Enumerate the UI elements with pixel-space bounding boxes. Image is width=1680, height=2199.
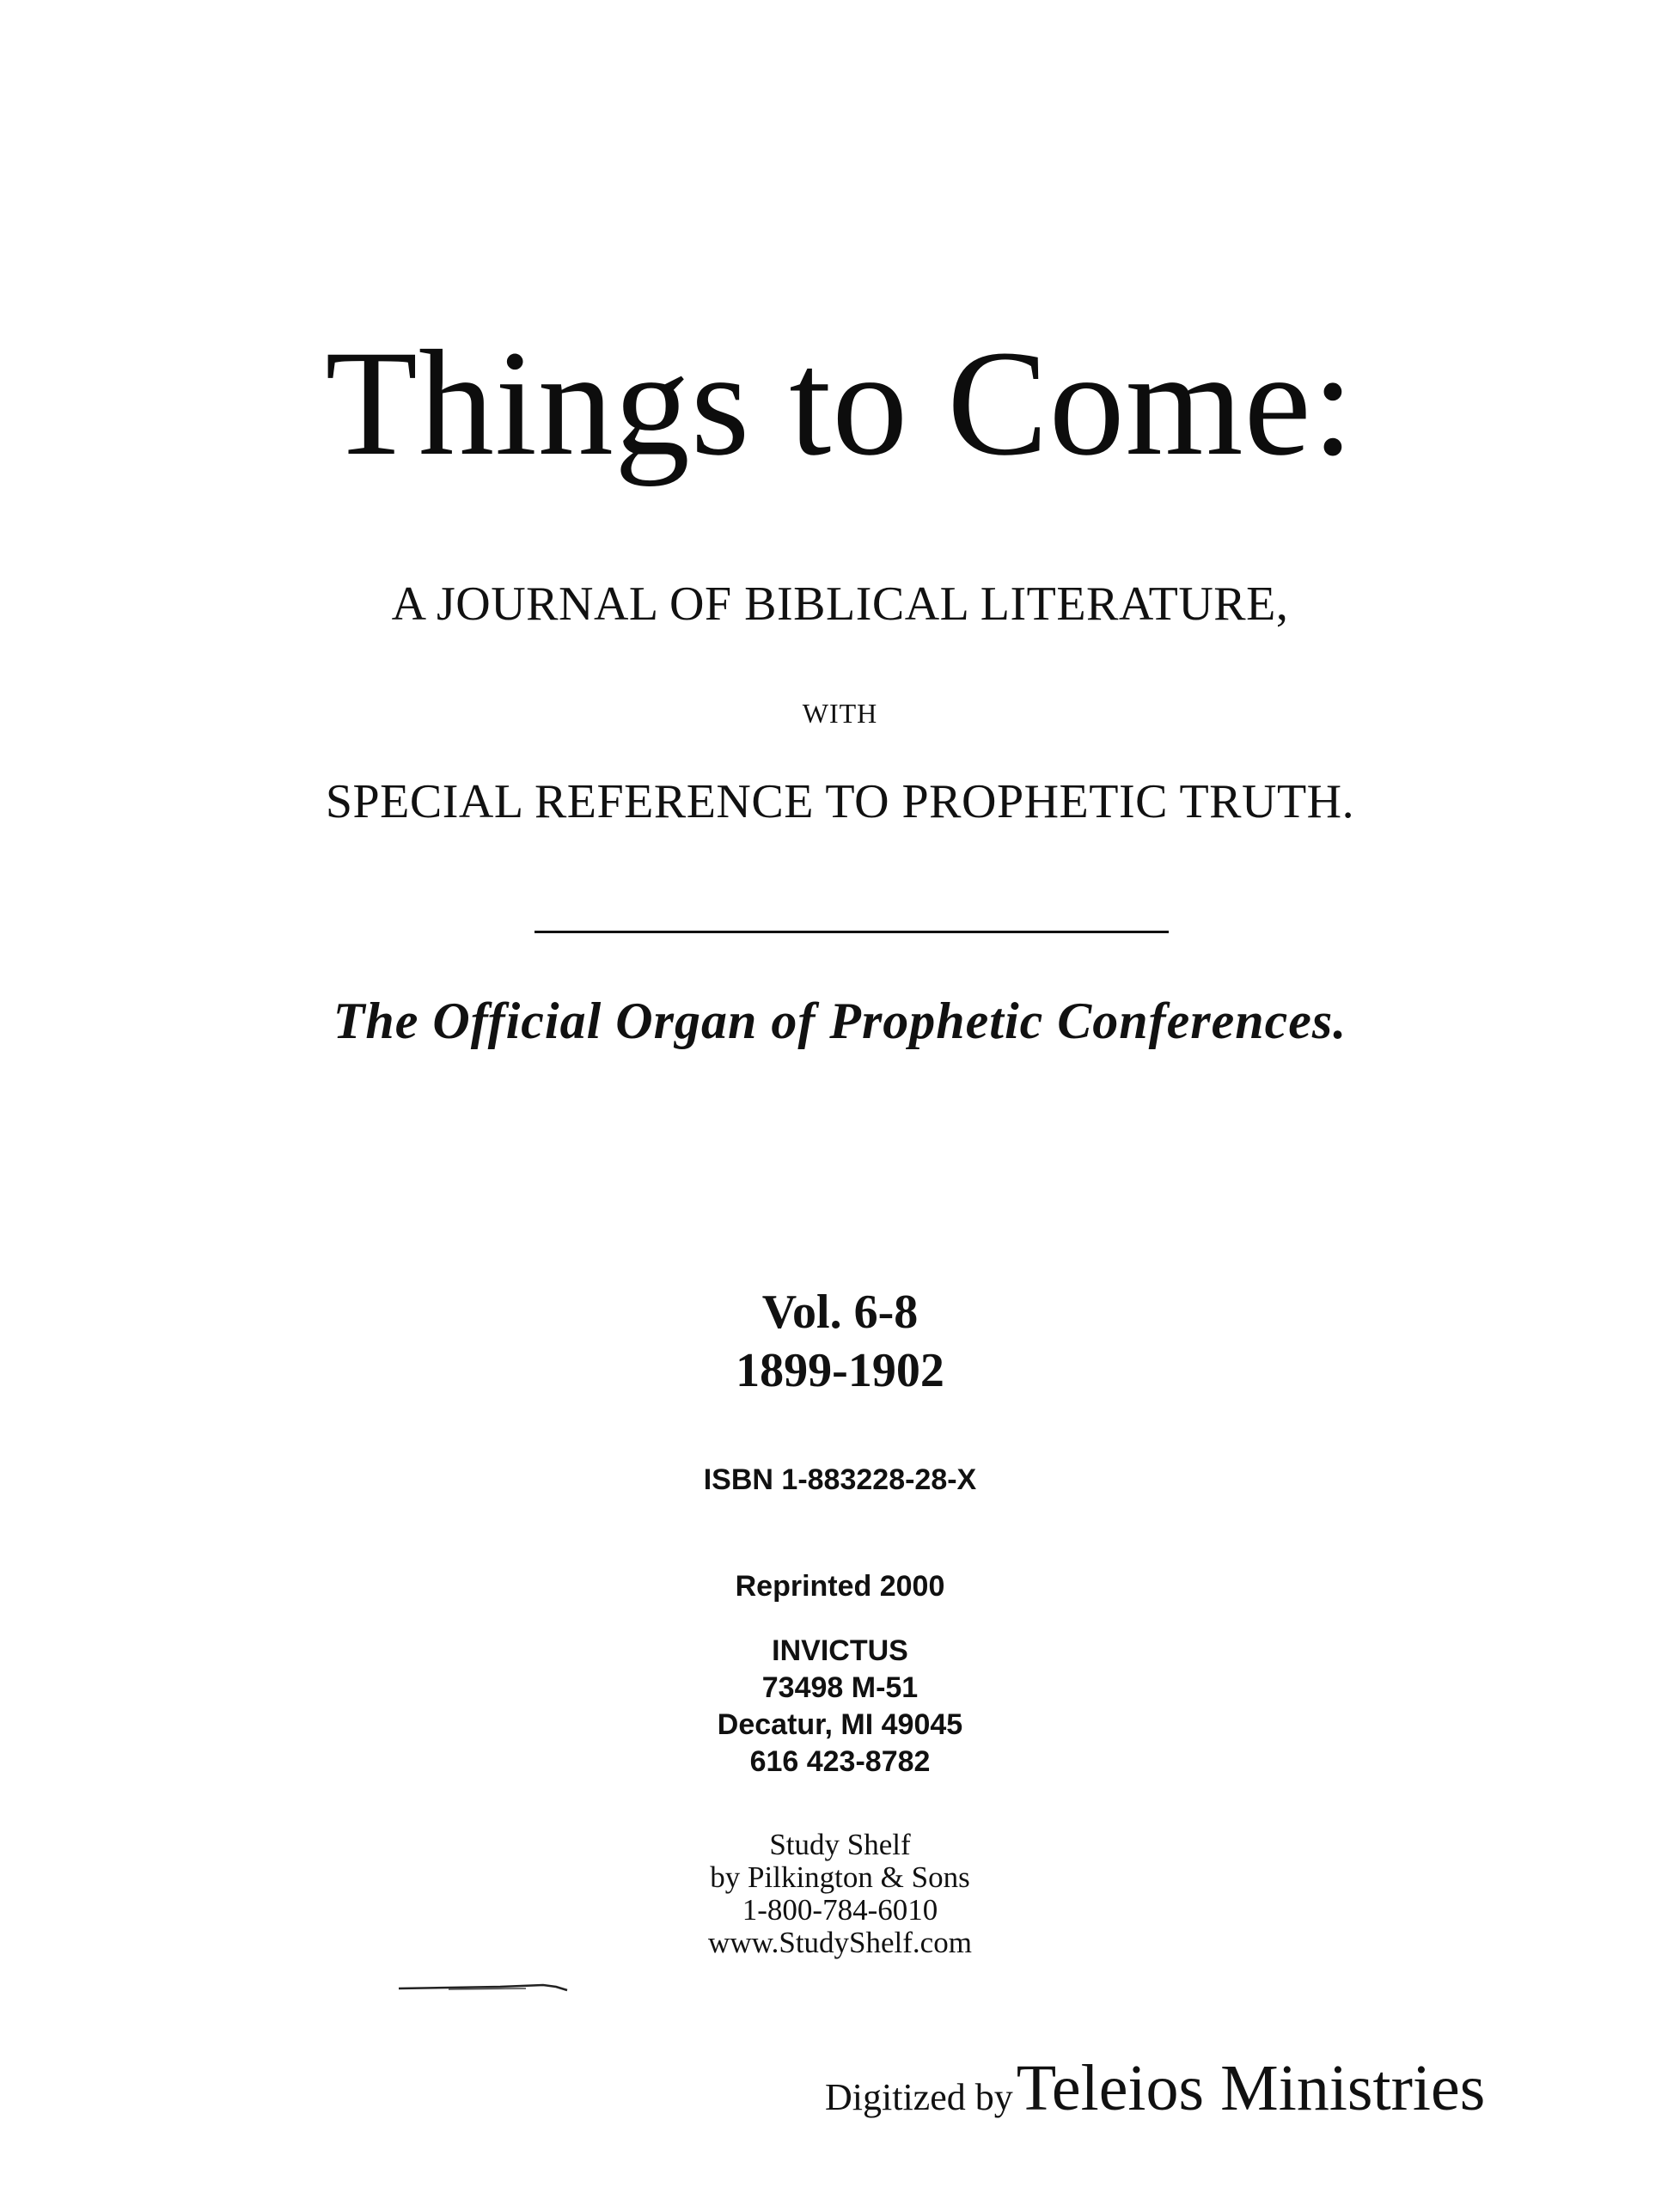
reprint-note: Reprinted 2000 <box>735 1570 945 1603</box>
official-organ-line: The Official Organ of Prophetic Conferences. <box>333 993 1347 1049</box>
publisher-address <box>0 1633 1680 1781</box>
isbn-number: ISBN 1-883228-28-X <box>703 1463 977 1496</box>
publisher-city: Decatur, MI 49045 <box>717 1708 963 1741</box>
digitized-organization: Teleios Ministries <box>1016 2052 1486 2124</box>
distributor-by: by Pilkington & Sons <box>710 1860 970 1894</box>
subtitle-line-2: SPECIAL REFERENCE TO PROPHETIC TRUTH. <box>325 775 1355 828</box>
distributor-website: www.StudyShelf.com <box>708 1926 972 1959</box>
publisher-street: 73498 M-51 <box>761 1671 919 1704</box>
title-divider <box>535 931 1169 933</box>
digitized-prefix: Digitized by <box>825 2076 1013 2118</box>
subtitle-line-1: A JOURNAL OF BIBLICAL LITERATURE, <box>391 577 1289 631</box>
volume-years: 1899-1902 <box>736 1344 944 1397</box>
digitized-credit <box>825 2054 1485 2132</box>
distributor-info <box>0 1829 1680 1959</box>
volume-label: Vol. 6-8 <box>761 1286 919 1339</box>
publisher-name: INVICTUS <box>772 1634 908 1667</box>
stray-scan-mark <box>397 1978 569 1995</box>
page-title: Things to Come: <box>325 320 1355 487</box>
distributor-phone: 1-800-784-6010 <box>742 1893 938 1927</box>
publisher-phone: 616 423-8782 <box>749 1745 931 1778</box>
distributor-name: Study Shelf <box>769 1828 911 1861</box>
subtitle-with: WITH <box>802 698 878 729</box>
